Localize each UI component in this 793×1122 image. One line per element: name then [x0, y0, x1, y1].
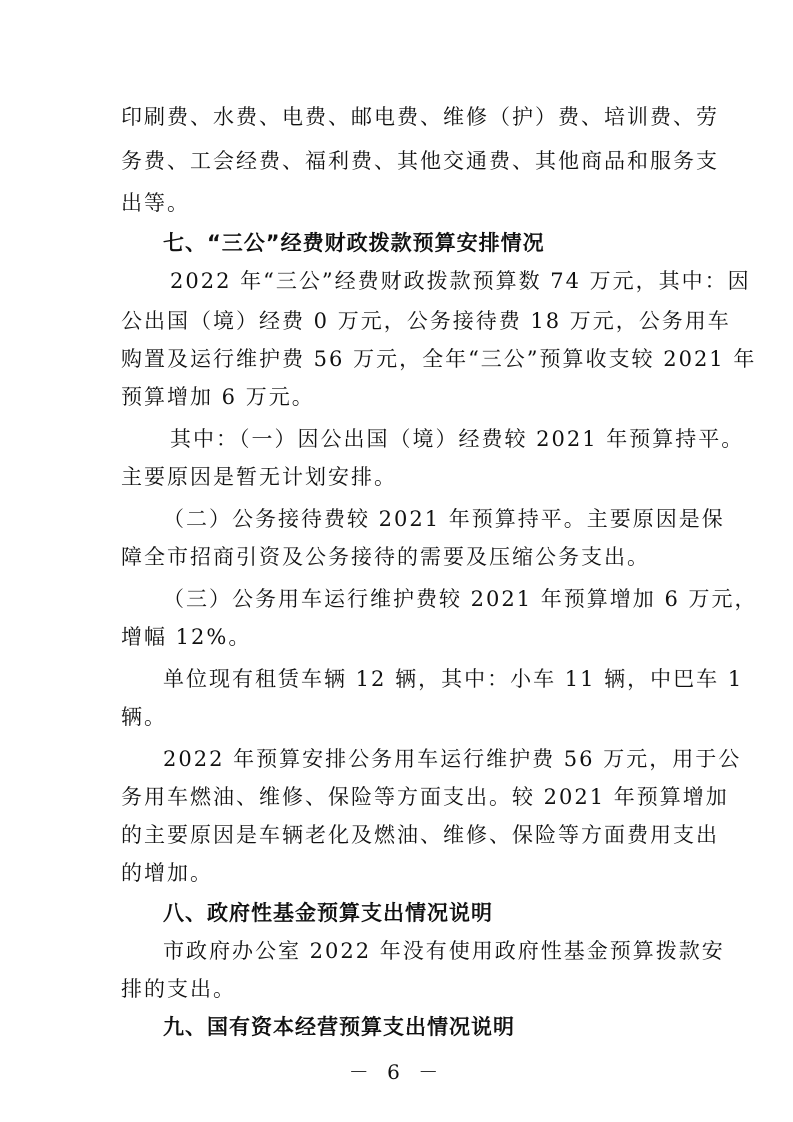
body-text-line: 印刷费、水费、电费、邮电费、维修（护）费、培训费、劳	[121, 105, 719, 129]
body-text-line: 出等。	[121, 191, 190, 215]
section-heading-8: 八、政府性基金预算支出情况说明	[163, 901, 493, 925]
page-number: － 6 －	[348, 1060, 445, 1084]
body-text-line: 市政府办公室 2022 年没有使用政府性基金预算拨款安	[163, 939, 725, 963]
section-heading-9: 九、国有资本经营预算支出情况说明	[163, 1015, 515, 1039]
body-text-line: （三）公务用车运行维护费较 2021 年预算增加 6 万元，	[163, 587, 758, 611]
body-text-line: 的增加。	[121, 861, 213, 885]
body-text-line: 务费、工会经费、福利费、其他交通费、其他商品和服务支	[121, 149, 719, 173]
body-text-line: 障全市招商引资及公务接待的需要及压缩公务支出。	[121, 545, 650, 569]
body-text-line: 购置及运行维护费 56 万元，全年“三公”预算收支较 2021 年	[121, 347, 757, 371]
body-text-line: 公出国（境）经费 0 万元，公务接待费 18 万元，公务用车	[121, 309, 731, 333]
body-text-line: 增幅 12%。	[121, 625, 252, 649]
body-text-line: 辆。	[121, 705, 167, 729]
body-text-line: （二）公务接待费较 2021 年预算持平。主要原因是保	[163, 507, 725, 531]
body-text-line: 其中：（一）因公出国（境）经费较 2021 年预算持平。	[170, 427, 745, 451]
body-text-line: 的主要原因是车辆老化及燃油、维修、保险等方面费用支出	[121, 823, 719, 847]
body-text-line: 单位现有租赁车辆 12 辆，其中：小车 11 辆，中巴车 1	[163, 667, 744, 691]
body-text-line: 2022 年预算安排公务用车运行维护费 56 万元，用于公	[163, 747, 742, 771]
section-heading-7: 七、“三公”经费财政拨款预算安排情况	[163, 231, 545, 255]
body-text-line: 主要原因是暂无计划安排。	[121, 465, 397, 489]
body-text-line: 2022 年“三公”经费财政拨款预算数 74 万元，其中：因	[170, 269, 751, 293]
body-text-line: 务用车燃油、维修、保险等方面支出。较 2021 年预算增加	[121, 785, 729, 809]
body-text-line: 预算增加 6 万元。	[121, 385, 315, 409]
body-text-line: 排的支出。	[121, 977, 236, 1001]
